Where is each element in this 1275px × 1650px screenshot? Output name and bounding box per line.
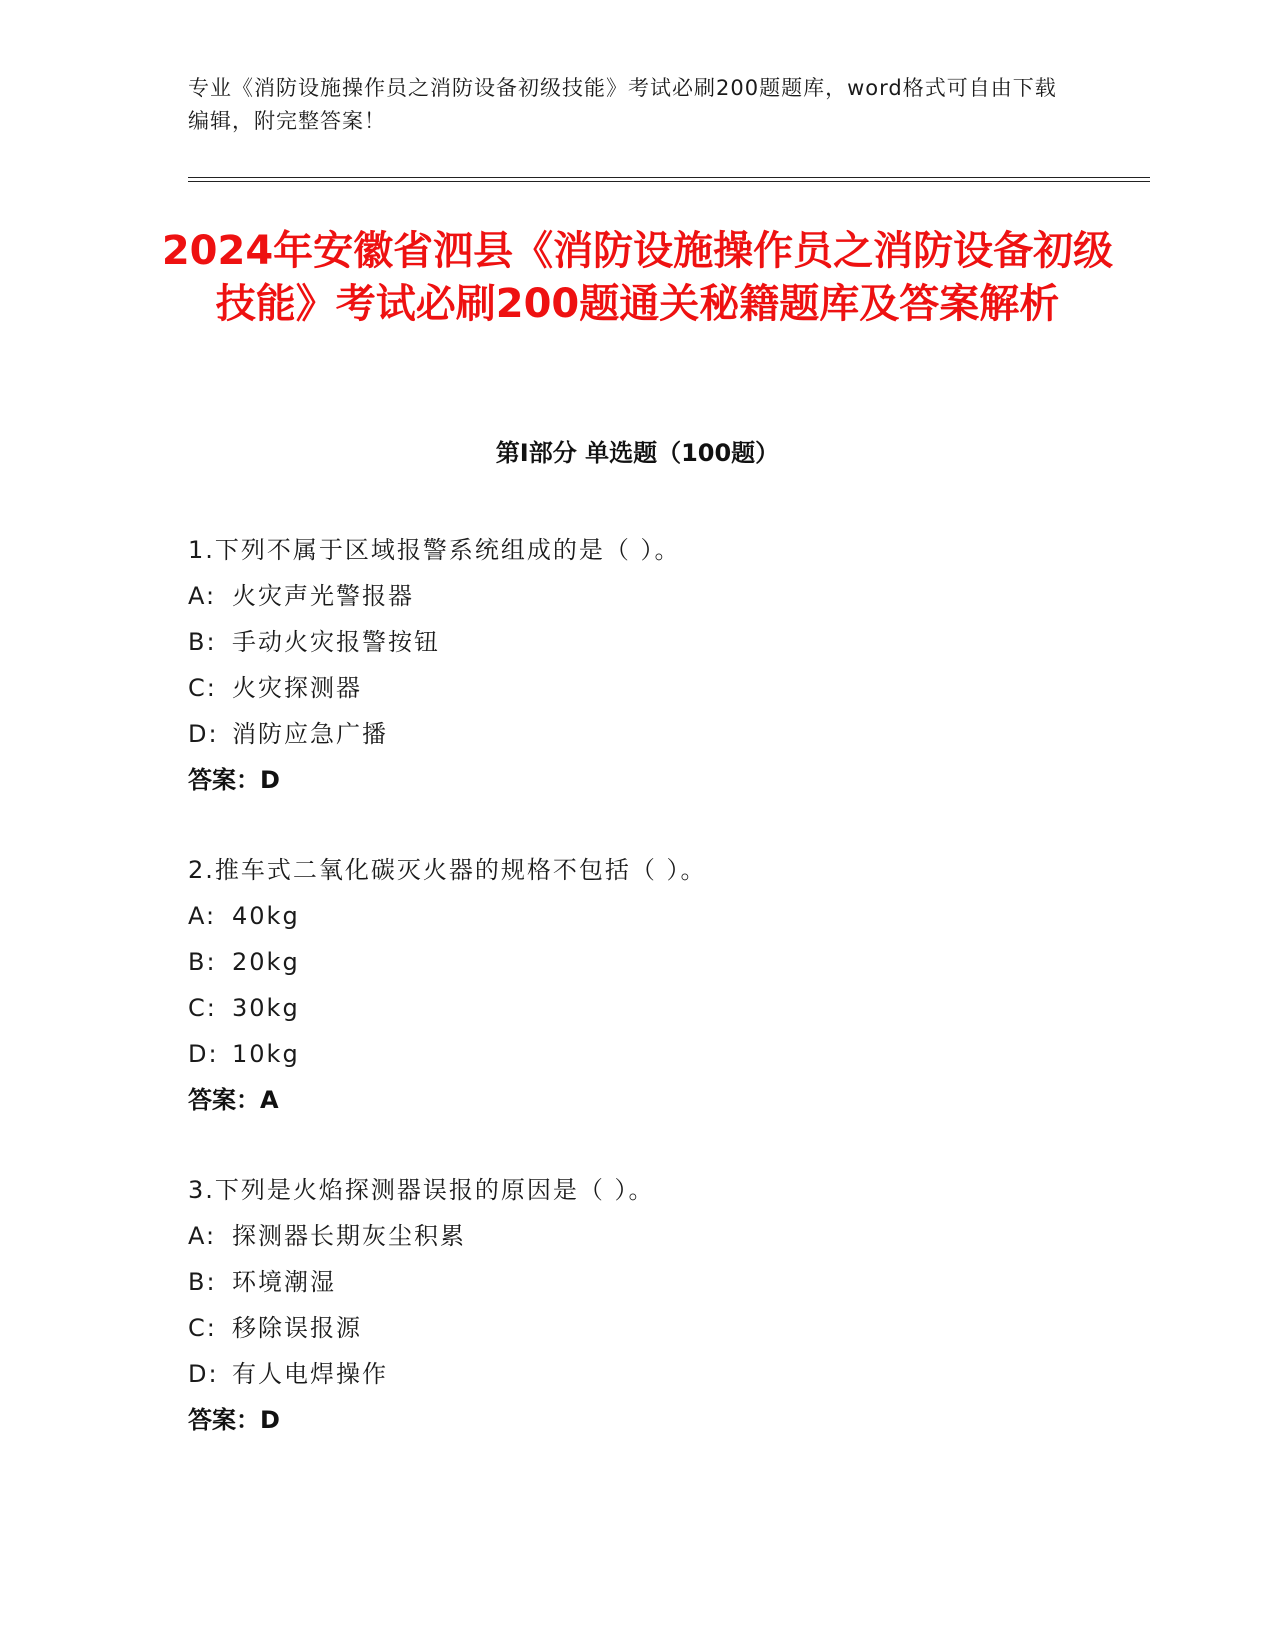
option-text: 有人电焊操作 (232, 1360, 388, 1388)
question-stem: 3.下列是火焰探测器误报的原因是（ ）。 (188, 1176, 655, 1204)
option-letter: B: (188, 948, 217, 976)
option-letter: C: (188, 674, 217, 702)
option-text: 消防应急广播 (232, 720, 388, 748)
option-letter: C: (188, 994, 217, 1022)
option-c (188, 665, 1128, 711)
answer-line (188, 1077, 1128, 1123)
option-a (188, 573, 1128, 619)
option-a (188, 1213, 1128, 1259)
answer-label: 答案： (188, 766, 260, 794)
answer-value: A (260, 1086, 279, 1114)
option-text: 环境潮湿 (232, 1268, 336, 1296)
header-divider-top (188, 177, 1150, 178)
header-note: 专业《消防设施操作员之消防设备初级技能》考试必刷200题题库，word格式可自由下载编辑，附完整答案！ (188, 76, 1057, 133)
option-text: 10kg (232, 1040, 300, 1068)
option-c (188, 985, 1128, 1031)
answer-line (188, 757, 1128, 803)
option-letter: D: (188, 720, 219, 748)
question-stem: 1.下列不属于区域报警系统组成的是（ ）。 (188, 536, 681, 564)
option-letter: D: (188, 1040, 219, 1068)
answer-label: 答案： (188, 1086, 260, 1114)
option-text: 移除误报源 (232, 1314, 362, 1342)
option-d (188, 1351, 1128, 1397)
option-b (188, 1259, 1128, 1305)
option-b (188, 939, 1128, 985)
option-text: 手动火灾报警按钮 (232, 628, 440, 656)
option-d (188, 1031, 1128, 1077)
option-letter: A: (188, 582, 217, 610)
option-letter: B: (188, 1268, 217, 1296)
answer-line (188, 1397, 1128, 1443)
document-title: 2024年安徽省泗县《消防设施操作员之消防设备初级技能》考试必刷200题通关秘籍题库及答案解析 (161, 228, 1114, 327)
option-text: 火灾声光警报器 (232, 582, 414, 610)
answer-value: D (260, 766, 280, 794)
option-letter: C: (188, 1314, 217, 1342)
answer-value: D (260, 1406, 280, 1434)
option-text: 火灾探测器 (232, 674, 362, 702)
answer-label: 答案： (188, 1406, 260, 1434)
option-letter: D: (188, 1360, 219, 1388)
question-item (188, 527, 1128, 803)
option-letter: B: (188, 628, 217, 656)
section-heading: 第I部分 单选题（100题） (495, 439, 780, 467)
header-divider-bottom (188, 181, 1150, 182)
option-text: 20kg (232, 948, 300, 976)
option-text: 40kg (232, 902, 300, 930)
question-item (188, 847, 1128, 1123)
option-letter: A: (188, 1222, 217, 1250)
option-letter: A: (188, 902, 217, 930)
option-text: 探测器长期灰尘积累 (232, 1222, 466, 1250)
option-c (188, 1305, 1128, 1351)
option-a (188, 893, 1128, 939)
option-text: 30kg (232, 994, 300, 1022)
option-d (188, 711, 1128, 757)
question-stem: 2.推车式二氧化碳灭火器的规格不包括（ ）。 (188, 856, 707, 884)
question-item (188, 1167, 1128, 1443)
option-b (188, 619, 1128, 665)
